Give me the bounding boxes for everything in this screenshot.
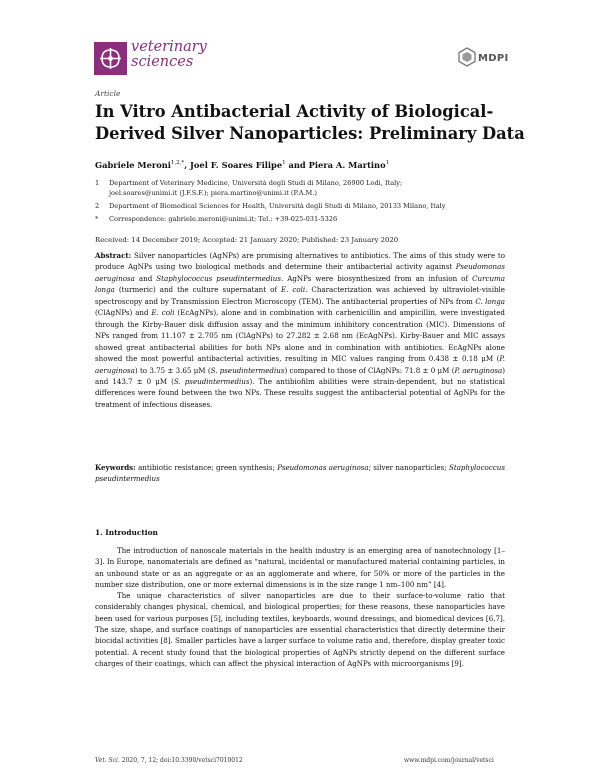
author-affiliation-mark: 1 [282,160,286,167]
journal-emblem-icon [94,42,127,75]
correspondence-text: Correspondence: gabriele.meroni@unimi.it; Tel.: +39-025-031-5326 [109,215,338,223]
keywords: Keywords: antibiotic resistance; green synthesis; Pseudomonas aeruginosa; silver nanoparticles; Staphylococcus pseudintermedius [95,463,505,484]
author-name: Joel F. Soares Filipe [189,160,283,170]
affiliation-number: 1 [95,179,100,187]
section-heading: 1. Introduction [95,528,158,537]
article-title: In Vitro Antibacterial Activity of Biological-Derived Silver Nanoparticles: Preliminary Data [95,102,525,143]
affiliation-emails: joel.soares@unimi.it (J.F.S.F.); piera.martino@unimi.it (P.A.M.) [109,189,317,197]
journal-name-line1: veterinary [131,39,207,55]
journal-name [131,40,207,70]
mdpi-hexagon-icon [458,47,476,67]
affiliation-item [95,201,525,211]
author-name: Piera A. Martino [308,160,386,170]
publisher-logo [458,47,476,71]
affiliation-item [95,178,525,198]
author-affiliation-mark: 1 [385,160,390,167]
journal-abbreviation: Vet. Sci. [95,757,120,764]
body-paragraph: The unique characteristics of silver nanoparticles are due to their surface-to-volume ratio that considerably changes physical, chemical, and biological properties; for these reasons, these nanoparticles have been used for various purposes [5], including textiles, keyboards, wound dressings, and biomedical devices [6,7]. The size, shape, and surface coatings of nanoparticles are essential characteristics that directly determine their biocidal activities [8]. Smaller particles have a larger surface to volume ratio and, therefore, display greater toxic potential. A recent study found that the biological properties of AgNPs strictly depend on the different surface charges of their coatings, which can affect the physical interaction of AgNPs with microorganisms [9]. [95,591,505,668]
publisher-name: MDPI [478,53,509,64]
journal-name-line2: sciences [131,54,194,70]
author-affiliation-mark: 1,2,* [170,160,185,167]
affiliations [95,178,525,224]
journal-logo [94,42,127,75]
body-paragraph: The introduction of nanoscale materials in the health industry is an emerging area of nanotechnology [1–3]. In Europe, nanomaterials are defined as “natural, incidental or manufactured material containing particles, in an unbound state or as an aggregate or as an agglomerate and where, for 50% or more of the particles in the number size distribution, one or more external dimensions is in the size range 1 nm–100 nm” [4]. [95,546,505,589]
abstract-label: Abstract: [95,251,132,260]
footer-citation [95,757,243,764]
affiliation-text: Department of Veterinary Medicine, Università degli Studi di Milano, 26900 Lodi, Italy; [109,179,403,187]
publication-dates: Received: 14 December 2019; Accepted: 21 January 2020; Published: 23 January 2020 [95,236,399,244]
author-list: Gabriele Meroni$^{1,2,*}$, Joel F. Soares Filipe$^1$ and Piera A. Martino$^1$ [95,160,390,170]
abstract: Abstract: Silver nanoparticles (AgNPs) are promising alternatives to antibiotics. The aims of this study were to produce AgNPs using two biological methods and determine their antibacterial activity against Pseudomonas aeruginosa and Staphylococcus pseudintermedius. AgNPs were biosynthesized from an infusion of Curcuma longa (turmeric) and the culture supernatant of E. coli. Characterization was achieved by ultraviolet-visible spectroscopy and by Transmission Electron Microscopy (TEM). The antibacterial properties of NPs from C. longa (ClAgNPs) and E. coli (EcAgNPs), alone and in combination with carbenicillin and ampicillin, were investigated through the Kirby-Bauer disk diffusion assay and the minimum inhibitory concentration (MIC). Dimensions of NPs ranged from 11.107 ± 2.705 nm (ClAgNPs) to 27.282 ± 2.68 nm (EcAgNPs). Kirby-Bauer and MIC assays showed great antibacterial abilities for both NPs alone and in combination with antibiotics. EcAgNPs alone showed the most powerful antibacterial activities, resulting in MIC values ranging from 0.438 ± 0.18 μM (P. aeruginosa) to 3.75 ± 3.65 μM (S. pseudintermedius) compared to those of ClAgNPs: 71.8 ± 0 μM (P. aeruginosa) and 143.7 ± 0 μM (S. pseudintermedius). The antibiofilm abilities were strain-dependent, but no statistical differences were found between the two NPs. These results suggest the antibacterial potential of AgNPs for the treatment of infectious diseases. [95,251,506,409]
affiliation-text: Department of Biomedical Sciences for Health, Università degli Studi di Milano, 20133 Milano, Italy [109,202,446,210]
introduction-body [95,545,505,669]
journal-url[interactable]: www.mdpi.com/journal/vetsci [404,757,494,764]
author-conjunction: and [288,160,306,170]
keywords-label: Keywords: [95,463,136,472]
affiliation-number: 2 [95,202,100,210]
affiliation-number: * [95,215,99,223]
citation-details: 2020, 7, 12; doi:10.3390/vetsci7010012 [121,757,243,764]
correspondence [95,214,525,224]
author-name: Gabriele Meroni [95,160,171,170]
article-type: Article [95,89,121,98]
